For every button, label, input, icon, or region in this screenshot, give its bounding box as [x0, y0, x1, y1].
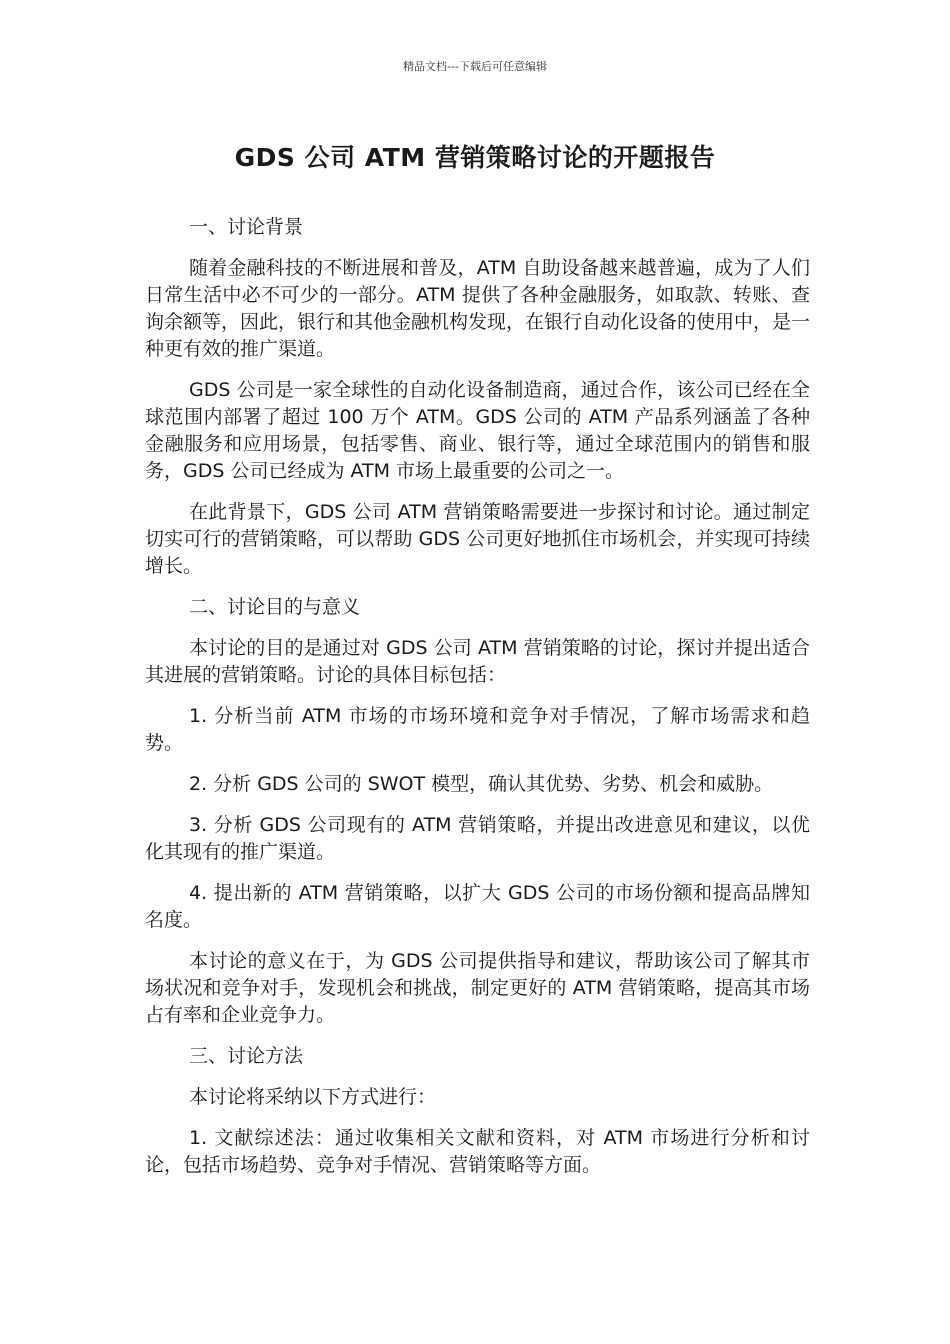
document-body — [145, 214, 810, 1179]
document-title: GDS 公司 ATM 营销策略讨论的开题报告 — [234, 143, 716, 172]
header-note: 精品文档---下载后可任意编辑 — [403, 60, 547, 73]
paragraph: 本讨论的目的是通过对 GDS 公司 ATM 营销策略的讨论，探讨并提出适合其进展的营销策略。讨论的具体目标包括： — [145, 637, 810, 686]
paragraph: 本讨论的意义在于，为 GDS 公司提供指导和建议，帮助该公司了解其市场状况和竞争对手，发现机会和挑战，制定更好的 ATM 营销策略，提高其市场占有率和企业竞争力。 — [145, 950, 810, 1026]
paragraph: GDS 公司是一家全球性的自动化设备制造商，通过合作，该公司已经在全球范围内部署了超过 100 万个 ATM。GDS 公司的 ATM 产品系列涵盖了各种金融服务和应用场景，包括零售、商业、银行等，通过全球范围内的销售和服务，GDS 公司已经成为 ATM 市场上最重要的公司之一。 — [145, 379, 810, 482]
list-item: 3. 分析 GDS 公司现有的 ATM 营销策略，并提出改进意见和建议，以优化其现有的推广渠道。 — [145, 814, 810, 863]
section-heading-background: 一、讨论背景 — [189, 216, 304, 238]
list-item: 4. 提出新的 ATM 营销策略，以扩大 GDS 公司的市场份额和提高品牌知名度。 — [145, 882, 810, 931]
paragraph: 随着金融科技的不断进展和普及，ATM 自助设备越来越普遍，成为了人们日常生活中必不可少的一部分。ATM 提供了各种金融服务，如取款、转账、查询余额等，因此，银行和其他金融机构发现，在银行自动化设备的使用中，是一种更有效的推广渠道。 — [145, 257, 811, 360]
paragraph: 在此背景下，GDS 公司 ATM 营销策略需要进一步探讨和讨论。通过制定切实可行的营销策略，可以帮助 GDS 公司更好地抓住市场机会，并实现可持续增长。 — [145, 501, 810, 577]
list-item: 2. 分析 GDS 公司的 SWOT 模型，确认其优势、劣势、机会和威胁。 — [189, 773, 774, 795]
paragraph: 本讨论将采纳以下方式进行： — [189, 1086, 437, 1108]
list-item: 1. 分析当前 ATM 市场的市场环境和竞争对手情况，了解市场需求和趋势。 — [145, 705, 810, 754]
list-item: 1. 文献综述法：通过收集相关文献和资料，对 ATM 市场进行分析和讨论，包括市场趋势、竞争对手情况、营销策略等方面。 — [145, 1127, 810, 1176]
section-heading-method: 三、讨论方法 — [189, 1045, 304, 1067]
section-heading-purpose: 二、讨论目的与意义 — [189, 596, 361, 618]
